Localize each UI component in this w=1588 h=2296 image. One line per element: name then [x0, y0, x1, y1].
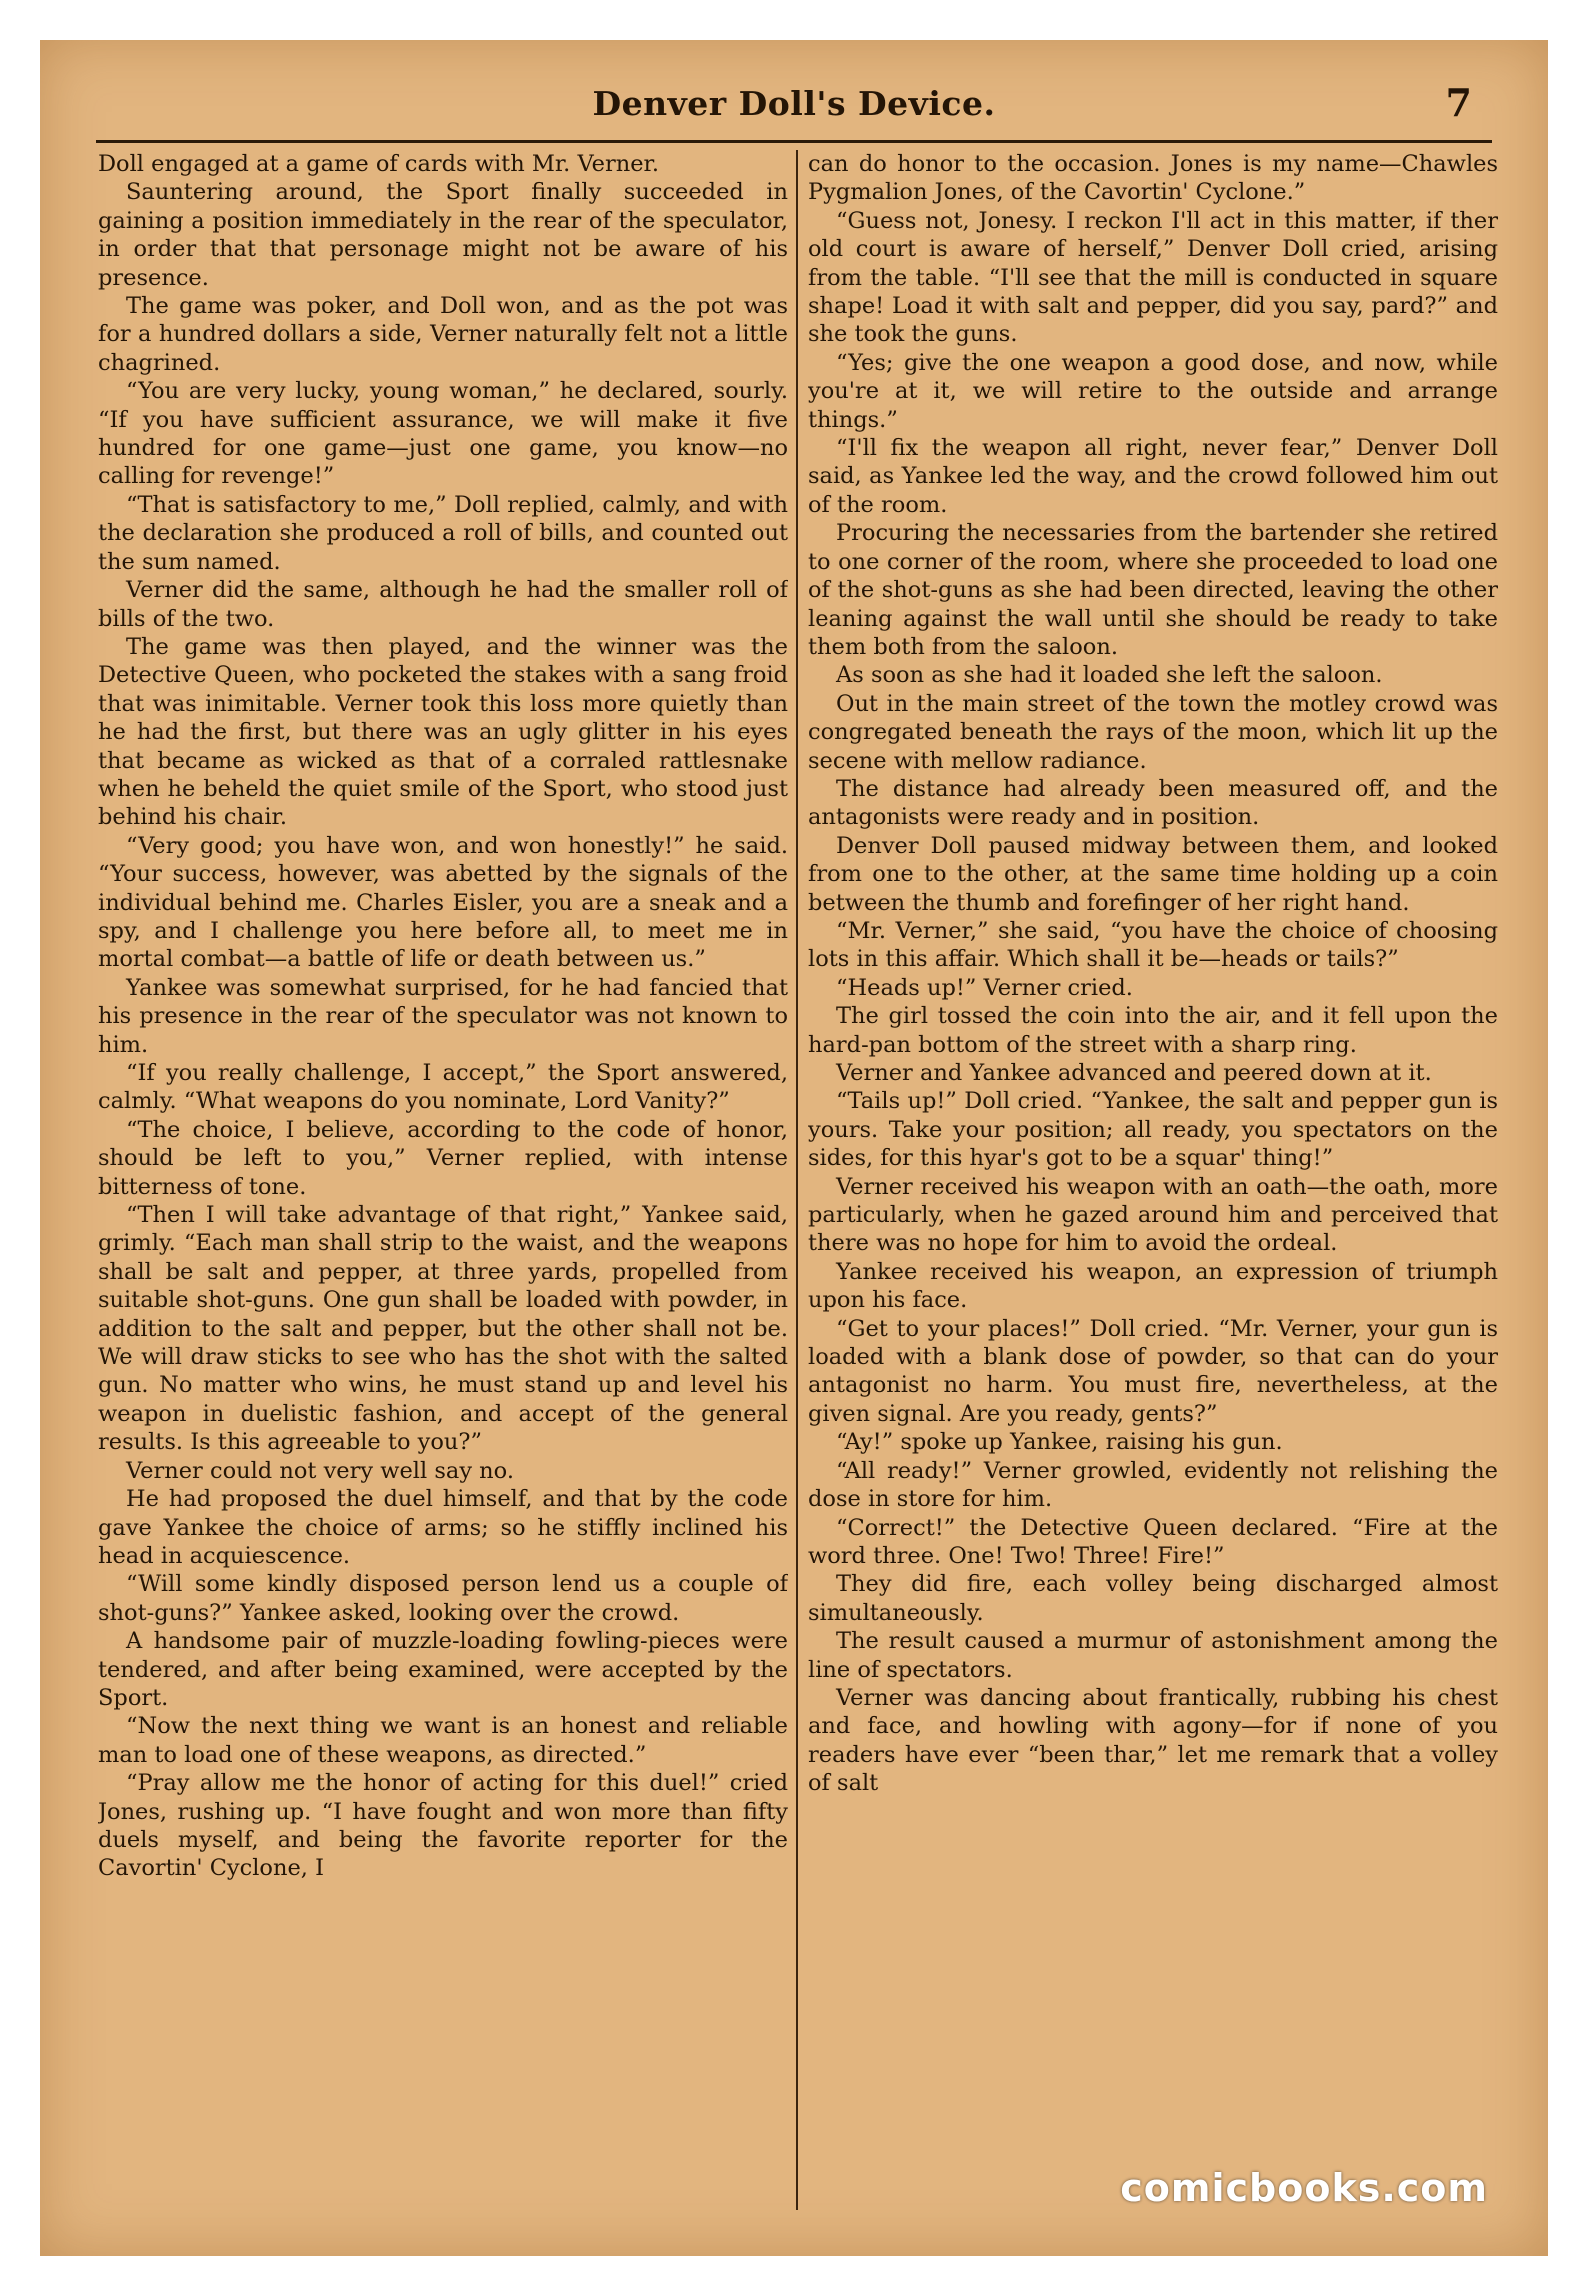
paragraph: As soon as she had it loaded she left the saloon.: [836, 662, 1383, 689]
paragraph: Yankee was somewhat surprised, for he had fancied that his presence in the rear of the speculator was not known to him.: [98, 974, 788, 1058]
paragraph: The distance had already been measured off, and the antagonists were ready and in position.: [808, 775, 1498, 831]
paragraph: “Will some kindly disposed person lend us a couple of shot-guns?” Yankee asked, looking over the crowd.: [98, 1571, 788, 1626]
paragraph: “You are very lucky, young woman,” he declared, sourly. “If you have sufficient assurance, we will make it five hundred for one game—just one game, you know—no calling for revenge!”: [98, 378, 788, 490]
paragraph: Yankee received his weapon, an expression of triumph upon his face.: [808, 1258, 1498, 1314]
paragraph: “Now the next thing we want is an honest and reliable man to load one of these weapons, as directed.”: [98, 1713, 788, 1768]
paragraph: “I'll fix the weapon all right, never fear,” Denver Doll said, as Yankee led the way, and the crowd followed him out of the room.: [808, 435, 1498, 518]
page-sheet: [40, 40, 1548, 2256]
column-divider: [796, 150, 798, 2210]
right-column: [808, 150, 1498, 2210]
paragraph: “The choice, I believe, according to the code of honor, should be left to you,” Verner replied, with intense bitterness of tone.: [98, 1116, 788, 1200]
paragraph: “Pray allow me the honor of acting for this duel!” cried Jones, rushing up. “I have fought and won more than fifty duels myself, and being the favorite reporter for the Cavortin' Cyclone, I: [98, 1770, 788, 1882]
paragraph: Verner received his weapon with an oath—the oath, more particularly, when he gazed around him and perceived that there was no hope for him to avoid the ordeal.: [808, 1173, 1498, 1257]
paragraph: “Heads up!” Verner cried.: [836, 974, 1133, 1001]
paragraph: Verner did the same, although he had the smaller roll of bills of the two.: [98, 577, 788, 632]
running-title: Denver Doll's Device.: [592, 84, 996, 123]
page-header: [96, 70, 1492, 143]
paragraph: can do honor to the occasion. Jones is my name—Chawles Pygmalion Jones, of the Cavortin' Cyclone.”: [808, 151, 1498, 206]
paragraph: Verner could not very well say no.: [126, 1457, 514, 1484]
page-number: 7: [1445, 80, 1472, 125]
paragraph: Out in the main street of the town the motley crowd was congregated beneath the rays of the moon, which lit up the secene with mellow radiance.: [808, 690, 1498, 774]
paragraph: “Yes; give the one weapon a good dose, and now, while you're at it, we will retire to the outside and arrange things.”: [808, 349, 1498, 433]
paragraph: “All ready!” Verner growled, evidently not relishing the dose in store for him.: [808, 1457, 1498, 1513]
paragraph: A handsome pair of muzzle-loading fowling-pieces were tendered, and after being examined, were accepted by the Sport.: [98, 1628, 788, 1711]
site-watermark: comicbooks.com: [1120, 2166, 1488, 2210]
paragraph: “Mr. Verner,” she said, “you have the choice of choosing lots in this affair. Which shall it be—heads or tails?”: [808, 917, 1498, 973]
paragraph: The game was poker, and Doll won, and as the pot was for a hundred dollars a side, Verner naturally felt not a little chagrined.: [98, 293, 788, 376]
paragraph: The game was then played, and the winner was the Detective Queen, who pocketed the stakes with a sang froid that was inimitable. Verner took this loss more quietly than he had the first, but there was an ugly glitter in his eyes that became as wicked as that of a corraled rattlesnake when he beheld the quiet smile of the Sport, who stood just behind his chair.: [98, 633, 788, 831]
paragraph: “That is satisfactory to me,” Doll replied, calmly, and with the declaration she produced a roll of bills, and counted out the sum named.: [98, 491, 788, 575]
paragraph: “If you really challenge, I accept,” the Sport answered, calmly. “What weapons do you nominate, Lord Vanity?”: [98, 1060, 788, 1115]
paragraph: They did fire, each volley being discharged almost simultaneously.: [808, 1571, 1498, 1626]
paragraph: The result caused a murmur of astonishment among the line of spectators.: [808, 1628, 1498, 1683]
paragraph: “Then I will take advantage of that right,” Yankee said, grimly. “Each man shall strip to the waist, and the weapons shall be salt and pepper, at three yards, propelled from suitable shot-guns. One gun shall be loaded with powder, in addition to the salt and pepper, but the other shall not be. We will draw sticks to see who has the shot with the salted gun. No matter who wins, he must stand up and level his weapon in duelistic fashion, and accept of the general results. Is this agreeable to you?”: [98, 1202, 788, 1456]
paragraph: Sauntering around, the Sport finally succeeded in gaining a position immediately in the rear of the speculator, in order that that personage might not be aware of his presence.: [98, 179, 788, 291]
paragraph: “Get to your places!” Doll cried. “Mr. Verner, your gun is loaded with a blank dose of powder, so that can do your antagonist no harm. You must fire, nevertheless, at the given signal. Are you ready, gents?”: [808, 1315, 1498, 1427]
paragraph: Denver Doll paused midway between them, and looked from one to the other, at the same time holding up a coin between the thumb and forefinger of her right hand.: [808, 832, 1498, 916]
paragraph: Verner was dancing about frantically, rubbing his chest and face, and howling with agony—for if none of you readers have ever “been thar,” let me remark that a volley of salt: [808, 1684, 1498, 1797]
paragraph: “Ay!” spoke up Yankee, raising his gun.: [836, 1429, 1283, 1456]
paragraph: The girl tossed the coin into the air, and it fell upon the hard-pan bottom of the street with a sharp ring.: [808, 1003, 1498, 1058]
paragraph: Procuring the necessaries from the bartender she retired to one corner of the room, where she proceeded to load one of the shot-guns as she had been directed, leaving the other leaning against the wall until she should be ready to take them both from the saloon.: [808, 520, 1498, 660]
paragraph: “Very good; you have won, and won honestly!” he said. “Your success, however, was abetted by the signals of the individual behind me. Charles Eisler, you are a sneak and a spy, and I challenge you here before all, to meet me in mortal combat—a battle of life or death between us.”: [98, 832, 788, 973]
paragraph: He had proposed the duel himself, and that by the code gave Yankee the choice of arms; so he stiffly inclined his head in acquiescence.: [98, 1486, 788, 1569]
paragraph: Verner and Yankee advanced and peered down at it.: [836, 1060, 1432, 1086]
left-column: [98, 150, 788, 2210]
paragraph: “Tails up!” Doll cried. “Yankee, the salt and pepper gun is yours. Take your position; all ready, you spectators on the sides, for this hyar's got to be a squar' thing!”: [808, 1088, 1498, 1172]
paragraph: “Correct!” the Detective Queen declared. “Fire at the word three. One! Two! Three! Fire!”: [808, 1514, 1498, 1569]
paragraph: Doll engaged at a game of cards with Mr. Verner.: [98, 151, 659, 177]
paragraph: “Guess not, Jonesy. I reckon I'll act in this matter, if ther old court is aware of herself,” Denver Doll cried, arising from the table. “I'll see that the mill is conducted in square shape! Load it with salt and pepper, did you say, pard?” and she took the guns.: [808, 207, 1498, 348]
